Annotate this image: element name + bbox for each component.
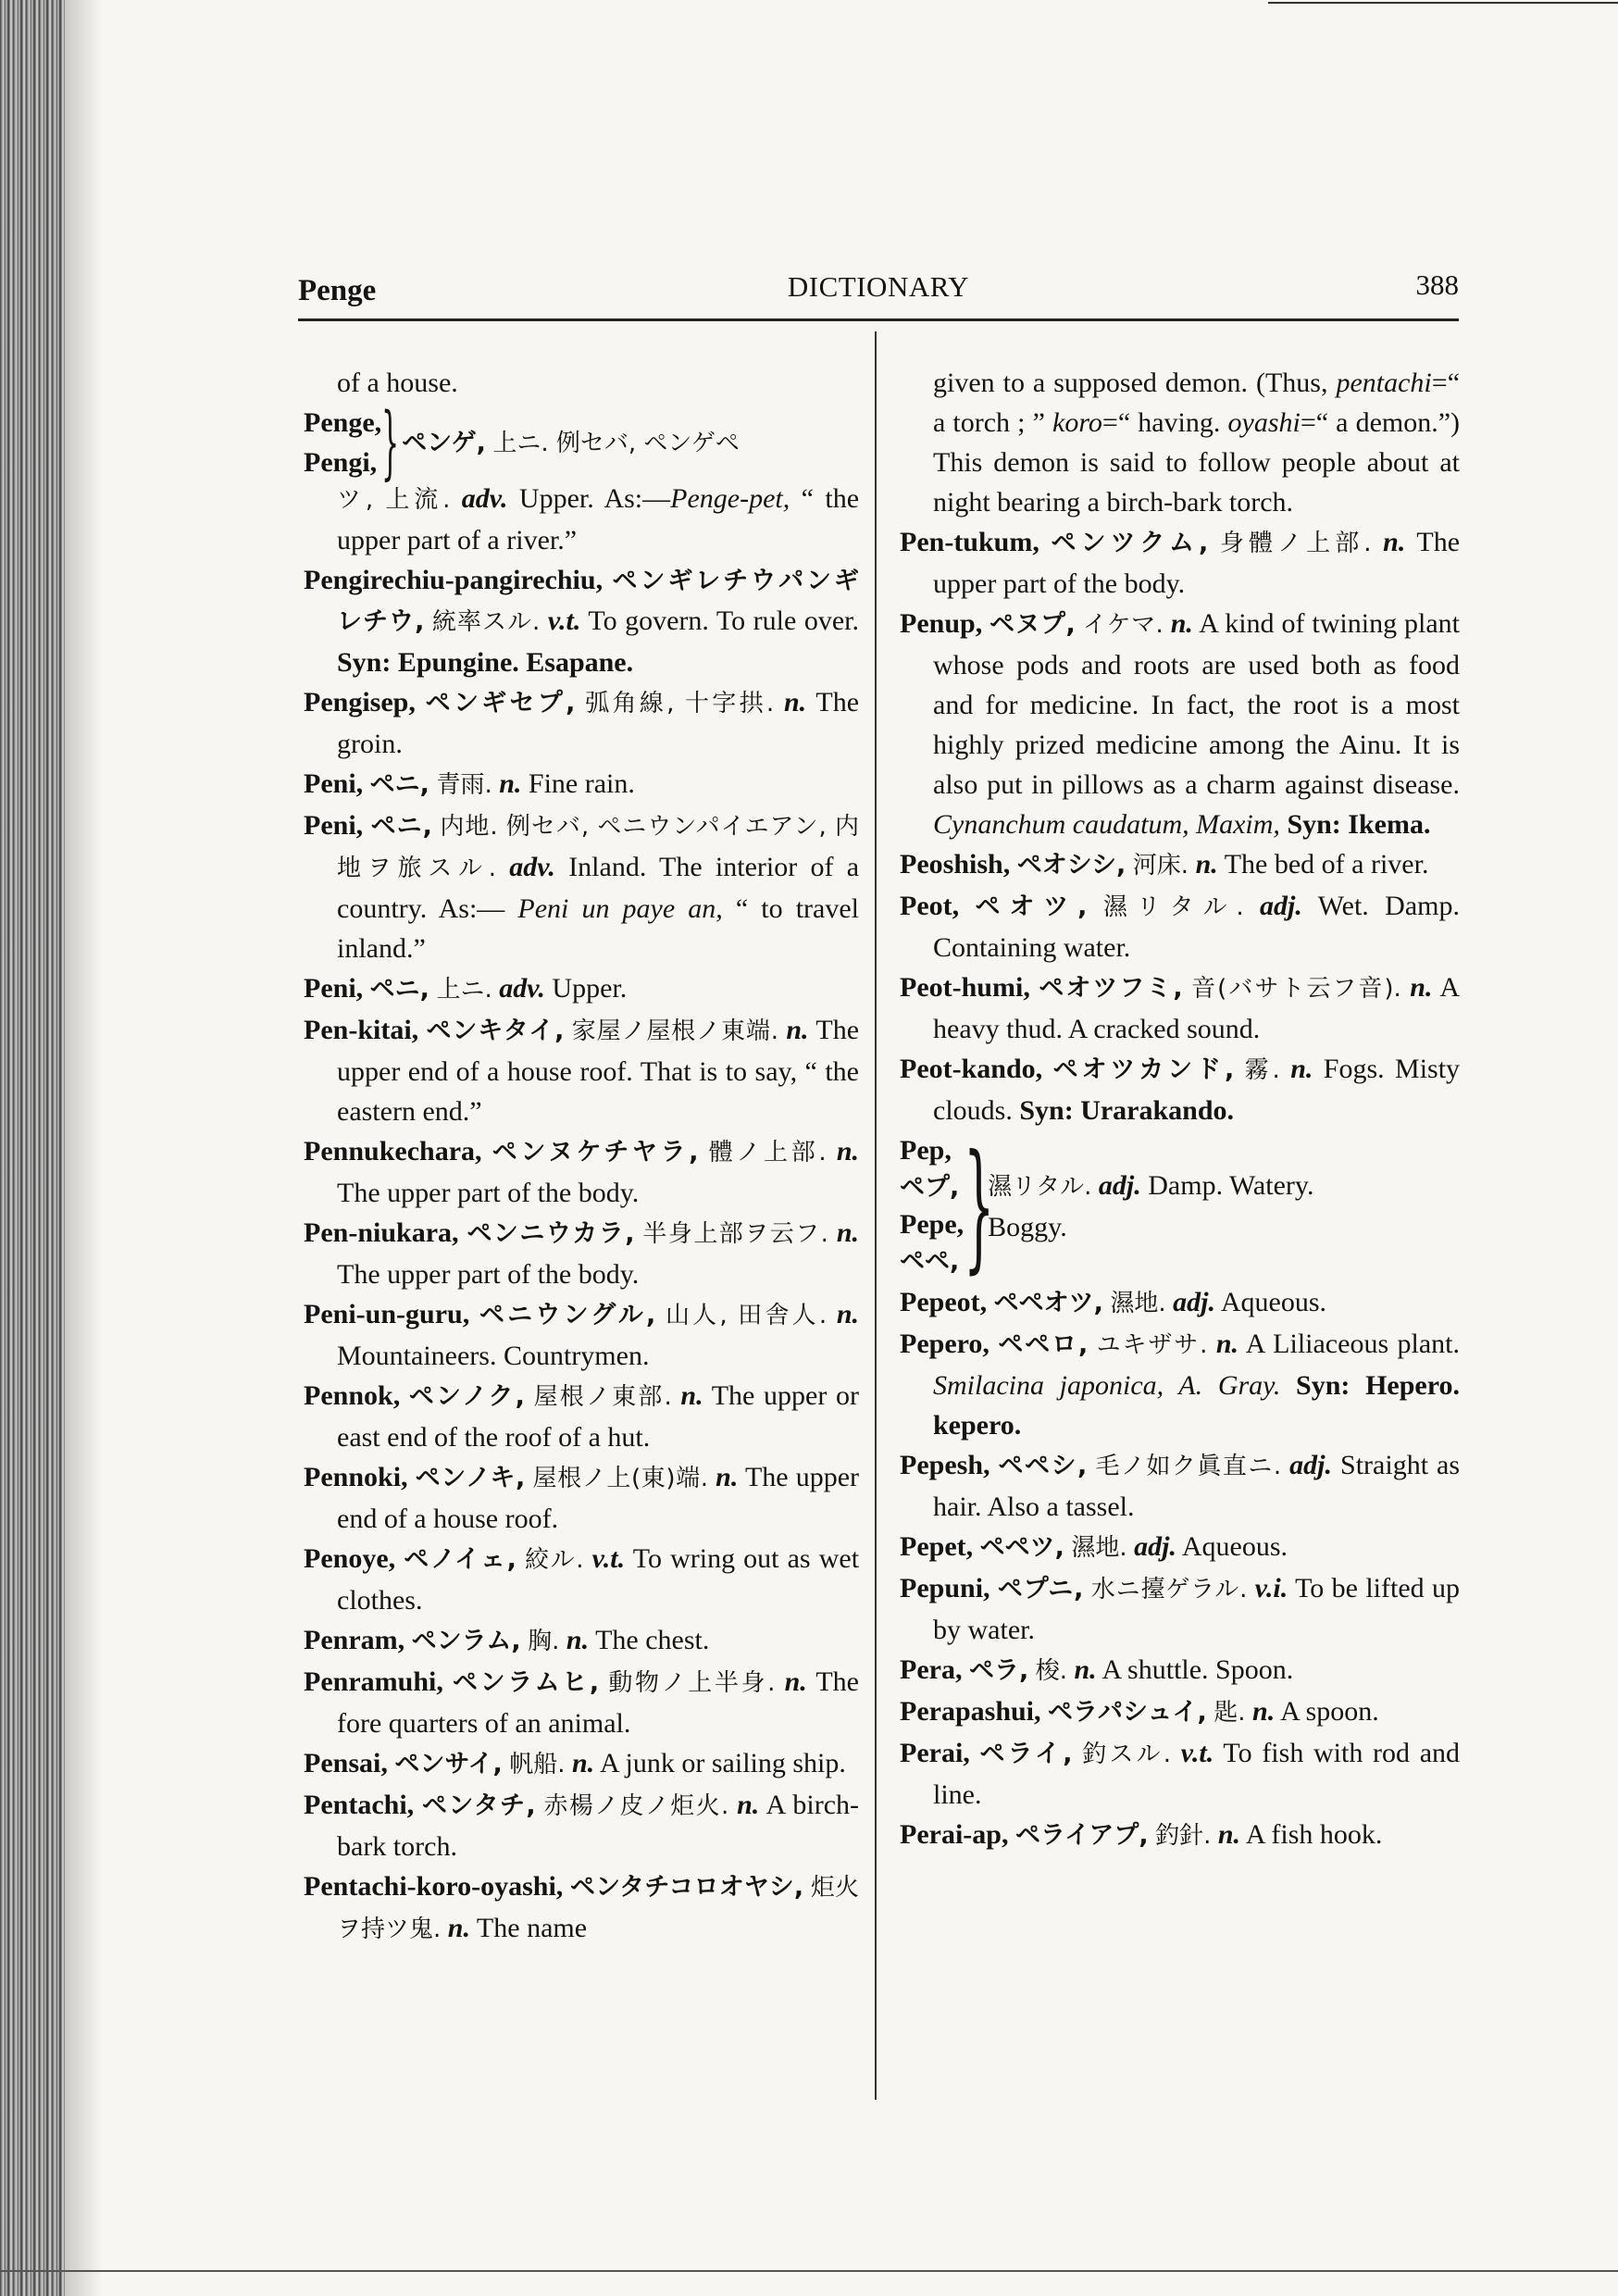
dictionary-entry: [900, 1282, 1460, 1324]
dictionary-entry: [900, 1527, 1460, 1568]
japanese-gloss: 體ノ上部.: [708, 1139, 827, 1167]
definition: To wring out as wet clothes.: [337, 1543, 860, 1616]
grammar-label: n.: [786, 1015, 809, 1045]
grammar-label: n.: [566, 1625, 590, 1655]
grammar-label: v.t.: [1180, 1738, 1214, 1768]
definition: The upper end of a house roof.: [337, 1462, 860, 1534]
dictionary-entry: [900, 1445, 1460, 1527]
japanese-gloss: 動物ノ上半身.: [608, 1669, 776, 1697]
kana-reading: ペペロ,: [998, 1330, 1089, 1359]
dictionary-entry: [304, 1010, 859, 1131]
headword: Penoye,: [304, 1543, 396, 1574]
japanese-gloss: 屋根ノ上(東)端.: [532, 1465, 709, 1492]
dictionary-entry: [304, 396, 860, 560]
japanese-gloss: 河床.: [1132, 852, 1189, 880]
headword: Pepuni,: [900, 1573, 990, 1603]
definition: To fish with rod and line.: [933, 1738, 1461, 1810]
headword-group: [900, 1132, 964, 1280]
dictionary-entry: [304, 1294, 859, 1376]
kana-reading: ペライアプ,: [1014, 1821, 1149, 1850]
definition: Aqueous.: [1220, 1287, 1327, 1317]
definition: Upper.: [552, 973, 628, 1004]
page-number: 388: [1415, 268, 1459, 301]
dictionary-entry: [304, 1376, 859, 1457]
header-rule: [298, 318, 1459, 321]
left-column: [304, 363, 859, 1950]
kana-reading: ペペオツ,: [993, 1289, 1103, 1317]
grammar-label: n.: [836, 1136, 860, 1167]
headword: Peni,: [304, 973, 364, 1004]
grammar-label: adj.: [1173, 1287, 1216, 1317]
definition: The name: [476, 1913, 588, 1943]
dictionary-entry: [900, 1733, 1460, 1815]
headword: Perapashui,: [900, 1696, 1041, 1727]
headword: Peni-un-guru,: [304, 1299, 470, 1329]
grammar-label: n.: [1383, 527, 1406, 557]
grammar-label: n.: [716, 1462, 739, 1492]
headword: Pentachi-koro-oyashi,: [304, 1871, 564, 1902]
japanese-gloss: 帆船.: [509, 1751, 566, 1778]
headword: Pen-tukum,: [900, 527, 1039, 557]
grammar-label: n.: [783, 687, 807, 718]
dictionary-entry: [900, 1568, 1460, 1650]
definition: The chest.: [595, 1625, 710, 1655]
grammar-label: n.: [499, 768, 522, 799]
definition: “ to travel inland.”: [337, 893, 860, 964]
japanese-gloss: 濕地.: [1110, 1290, 1166, 1317]
kana-reading: ペンノキ,: [415, 1464, 526, 1492]
grammar-label: adj.: [1098, 1170, 1141, 1201]
example: Penge-pet,: [670, 483, 790, 514]
japanese-gloss: 身體ノ上部.: [1219, 530, 1372, 557]
scientific-name: Cynanchum caudatum, Maxim,: [933, 809, 1280, 840]
grammar-label: adj.: [1134, 1531, 1177, 1562]
kana-reading: ペンキタイ,: [426, 1017, 565, 1045]
kana-reading: ペンタチコロオヤシ,: [569, 1873, 804, 1902]
grammar-label: n.: [1217, 1819, 1241, 1850]
kana-reading: ペヌプ,: [989, 610, 1076, 639]
headword: Pennoki,: [304, 1462, 408, 1492]
kana-reading: ペンサイ,: [394, 1750, 503, 1778]
grammar-label: n.: [1410, 972, 1433, 1003]
japanese-gloss: 梭.: [1035, 1657, 1067, 1685]
definition: Aqueous.: [1181, 1531, 1288, 1562]
japanese-gloss: 音(バサト云フ音).: [1191, 975, 1401, 1003]
headword: Penramuhi,: [304, 1666, 443, 1697]
grammar-label: v.t.: [591, 1543, 626, 1574]
definition: Straight as hair. Also a tassel.: [933, 1450, 1461, 1522]
grammar-label: adj.: [1260, 891, 1302, 921]
headword: Pengirechiu-pangirechiu,: [304, 565, 604, 595]
headword: Pepero,: [900, 1329, 989, 1359]
headword: Pepeot,: [900, 1287, 988, 1317]
headword: Pensai,: [304, 1748, 388, 1778]
definition: The upper part of the body.: [337, 1259, 640, 1290]
kana-reading: ペラ,: [968, 1656, 1029, 1685]
kana-reading: ペオツ,: [975, 892, 1088, 921]
definition: To be lifted up by water.: [933, 1573, 1460, 1645]
dictionary-entry: [304, 1785, 859, 1866]
dictionary-entry: [304, 560, 859, 682]
japanese-gloss: ユキザサ.: [1096, 1331, 1208, 1359]
headword-group: [304, 403, 381, 482]
dictionary-entry: [304, 1662, 859, 1743]
headword: Pentachi,: [304, 1790, 415, 1820]
dictionary-entry: [304, 1620, 859, 1662]
japanese-gloss: ツ, 上流.: [337, 486, 451, 514]
definition: A heavy thud. A cracked sound.: [933, 972, 1461, 1044]
grammar-label: n.: [447, 1913, 470, 1943]
binding-shadow: [65, 0, 102, 2296]
japanese-gloss: 濕リタル.: [988, 1173, 1092, 1201]
japanese-gloss: 霧.: [1244, 1056, 1280, 1084]
definition: Upper. As:—: [518, 483, 671, 514]
headword: Perai-ap,: [900, 1819, 1009, 1850]
headword: Peoshish,: [900, 849, 1011, 880]
grammar-label: n.: [1290, 1054, 1313, 1084]
kana-reading: ペンゲ,: [402, 428, 486, 457]
japanese-gloss: 上ニ.: [436, 976, 492, 1004]
japanese-gloss: 水ニ擡ゲラル.: [1090, 1576, 1248, 1603]
grammar-label: adv.: [461, 483, 508, 514]
grammar-label: adv.: [499, 973, 545, 1004]
headword: Peot,: [900, 891, 960, 921]
dictionary-entry: [304, 1866, 859, 1950]
kana-reading: ペラパシュイ,: [1048, 1698, 1207, 1727]
definition: The groin.: [337, 687, 860, 759]
kana-reading: ペニウングル,: [479, 1301, 656, 1329]
text-span: oyashi: [1227, 407, 1301, 438]
definition: The upper part of the body.: [337, 1178, 640, 1208]
kana-reading: ペニ,: [369, 975, 429, 1004]
example: Peni un paye an,: [517, 893, 723, 924]
headword: Peot-humi,: [900, 972, 1030, 1003]
kana-reading: ペニ,: [369, 770, 429, 799]
synonyms: Syn: Epungine. Esapane.: [337, 647, 634, 678]
grammar-label: n.: [784, 1666, 807, 1697]
japanese-gloss: 濕リタル.: [1102, 893, 1244, 921]
grammar-label: n.: [1170, 608, 1193, 639]
japanese-gloss: 濕地.: [1071, 1534, 1127, 1562]
page-header: [298, 261, 1459, 317]
kana-reading: ペオシシ,: [1016, 851, 1126, 880]
grammar-label: v.i.: [1254, 1573, 1288, 1603]
dictionary-entry: [304, 1743, 859, 1785]
dictionary-entry: [900, 522, 1460, 604]
bottom-edge-rule: [0, 2270, 1618, 2272]
definition: To govern. To rule over.: [588, 605, 859, 636]
kana-reading: ペペ,: [900, 1247, 960, 1276]
headword: Peot-kando,: [900, 1054, 1043, 1084]
grammar-label: n.: [836, 1299, 860, 1329]
definition: Fine rain.: [528, 768, 635, 799]
scientific-name: Smilacina japonica, A. Gray.: [933, 1370, 1281, 1401]
text-span: given to a supposed demon. (Thus,: [933, 368, 1328, 398]
kana-reading: ペンニウカラ,: [467, 1219, 635, 1248]
headword: Pepet,: [900, 1531, 974, 1562]
japanese-gloss: 屋根ノ東部.: [533, 1383, 672, 1411]
headword: Pengisep,: [304, 687, 416, 718]
headword: Pennok,: [304, 1380, 401, 1411]
headword: Pen-kitai,: [304, 1015, 419, 1045]
dictionary-entry: [900, 1049, 1460, 1130]
grammar-label: n.: [571, 1748, 595, 1778]
grammar-label: n.: [680, 1380, 703, 1411]
japanese-gloss: 胸.: [528, 1628, 560, 1655]
dictionary-entry: [900, 1126, 1460, 1287]
definition: Inland. The interior of a country. As:—: [337, 852, 860, 924]
text-span: of a house.: [337, 368, 458, 398]
kana-reading: ペノイェ,: [404, 1545, 517, 1574]
kana-reading: ペンタチ,: [422, 1791, 536, 1820]
japanese-gloss: 毛ノ如ク眞直ニ.: [1095, 1453, 1282, 1480]
kana-reading: ペプ,: [900, 1173, 960, 1202]
definition: Fogs. Misty clouds.: [933, 1054, 1461, 1126]
headword: Perai,: [900, 1738, 970, 1768]
kana-reading: ペンツクム,: [1051, 529, 1209, 557]
kana-reading: ペンヌケチヤラ,: [492, 1138, 699, 1167]
running-headword: Penge: [298, 274, 377, 307]
headword: Penram,: [304, 1625, 405, 1655]
column-divider: [875, 331, 877, 2100]
dictionary-entry: [304, 805, 859, 968]
kana-reading: ペオツフミ,: [1039, 974, 1183, 1003]
japanese-gloss: 統率スル.: [431, 608, 541, 636]
japanese-gloss: 内地. 例セバ, ペニウンパイエアン, 内地ヲ旅スル.: [337, 813, 859, 882]
definition: “ the upper part of a river.”: [337, 483, 860, 555]
definition: The upper or east end of the roof of a hut.: [337, 1380, 860, 1453]
text-span: koro: [1052, 407, 1102, 438]
headword: Penge,: [304, 407, 382, 438]
top-edge-rule: [1268, 2, 1618, 4]
japanese-gloss: 匙.: [1214, 1699, 1246, 1727]
page-title: DICTIONARY: [787, 270, 970, 303]
dictionary-entry: [900, 1324, 1460, 1445]
definition: A Liliaceous plant.: [1245, 1329, 1460, 1359]
definition: The bed of a river.: [1224, 849, 1429, 880]
dictionary-entry: [304, 1539, 859, 1620]
definition: A junk or sailing ship.: [600, 1748, 846, 1778]
japanese-gloss: 上ニ. 例セバ, ペンゲペ: [492, 429, 740, 457]
kana-reading: ペンギレチウパンギレチウ,: [337, 567, 859, 636]
definition: The upper part of the body.: [933, 527, 1461, 599]
definition: Mountaineers. Countrymen.: [337, 1341, 650, 1371]
definition: A kind of twining plant whose pods and roots are used both as food and for medicine. In fact, the root is a most highly prized medicine among the Ainu. It is also put in pillows as a charm against disease.: [933, 608, 1461, 800]
dictionary-entry-continuation: [900, 363, 1460, 522]
grammar-label: adv.: [509, 852, 555, 882]
headword: Pen-niukara,: [304, 1217, 459, 1248]
headword: Pengi,: [304, 447, 378, 478]
headword: Penup,: [900, 608, 983, 639]
kana-reading: ペペシ,: [998, 1452, 1088, 1480]
synonyms: Syn: Ikema.: [1287, 809, 1431, 840]
japanese-gloss: 釣スル.: [1082, 1741, 1172, 1768]
right-column: [900, 363, 1460, 1856]
dictionary-entry: [900, 1650, 1460, 1691]
dictionary-entry: [900, 1691, 1460, 1733]
grammar-label: adj.: [1289, 1450, 1333, 1480]
japanese-gloss: 炬火ヲ持ツ鬼.: [337, 1874, 859, 1943]
headword: Peni,: [304, 768, 364, 799]
kana-reading: ペンラムヒ,: [452, 1668, 600, 1697]
brace-symbol: }: [964, 1126, 995, 1287]
headword: Pepe,: [900, 1209, 965, 1240]
kana-reading: ペライ,: [979, 1740, 1073, 1768]
headword: Pepesh,: [900, 1450, 990, 1480]
text-span: =“ a torch ; ”: [933, 368, 1461, 438]
japanese-gloss: 絞ル.: [524, 1546, 584, 1574]
japanese-gloss: イケマ.: [1082, 611, 1164, 639]
synonyms: Syn: Hepero. kepero.: [933, 1370, 1460, 1441]
dictionary-entry: [304, 1213, 859, 1294]
grammar-label: n.: [836, 1217, 859, 1248]
japanese-gloss: 山人, 田舎人.: [665, 1302, 828, 1329]
dictionary-entry: [304, 682, 859, 764]
japanese-gloss: 家屋ノ屋根ノ東端.: [571, 1017, 778, 1045]
kana-reading: ペンラム,: [411, 1627, 521, 1655]
headword: Pennukechara,: [304, 1136, 482, 1167]
grammar-label: n.: [1252, 1696, 1276, 1727]
dictionary-entry: [900, 967, 1460, 1049]
definition: The fore quarters of an animal.: [337, 1666, 859, 1739]
headword: Peni,: [304, 810, 364, 841]
headword: Pep,: [900, 1135, 952, 1166]
japanese-gloss: 赤楊ノ皮ノ炬火.: [543, 1792, 729, 1820]
japanese-gloss: 弧角線, 十字拱.: [585, 690, 775, 718]
definition: A fish hook.: [1245, 1819, 1383, 1850]
book-binding-edge: [0, 0, 65, 2296]
japanese-gloss: 釣針.: [1155, 1822, 1212, 1850]
brace-symbol: }: [381, 396, 400, 489]
kana-reading: ペンギセプ,: [425, 689, 576, 718]
grammar-label: n.: [1215, 1329, 1239, 1359]
dictionary-entry: [900, 844, 1460, 886]
dictionary-entry: [900, 886, 1460, 967]
grammar-label: n.: [1195, 849, 1218, 880]
japanese-gloss: 青雨.: [436, 771, 492, 799]
synonyms: Syn: Urarakando.: [1019, 1095, 1235, 1126]
kana-reading: ペオツカンド,: [1052, 1055, 1235, 1084]
text-span: =“ a demon.”) This demon is said to follow people about at night bearing a birch-bark torch.: [933, 407, 1461, 518]
headword: Pera,: [900, 1654, 963, 1685]
kana-reading: ペンノク,: [408, 1382, 525, 1411]
definition: A birch-bark torch.: [337, 1790, 859, 1862]
kana-reading: ペペツ,: [979, 1533, 1064, 1562]
definition: A spoon.: [1280, 1696, 1379, 1727]
definition: Wet. Damp. Containing water.: [933, 891, 1460, 963]
definition: A shuttle. Spoon.: [1101, 1654, 1294, 1685]
text-span: =“ having.: [1101, 407, 1221, 438]
text-span: pentachi: [1336, 368, 1432, 398]
kana-reading: ペニ,: [370, 812, 432, 841]
definition: Damp. Watery. Boggy.: [988, 1170, 1314, 1242]
japanese-gloss: 半身上部ヲ云フ.: [642, 1220, 828, 1248]
dictionary-entry: [304, 1131, 859, 1213]
dictionary-entry: [304, 968, 859, 1010]
dictionary-entry: [900, 604, 1460, 844]
dictionary-entry: [304, 764, 859, 805]
grammar-label: v.t.: [547, 605, 581, 636]
grammar-label: n.: [737, 1790, 760, 1820]
dictionary-entry: [304, 1457, 859, 1539]
grammar-label: n.: [1074, 1654, 1097, 1685]
kana-reading: ペプニ,: [997, 1575, 1084, 1603]
dictionary-entry: [900, 1815, 1460, 1856]
definition: The upper end of a house roof. That is to say, “ the eastern end.”: [337, 1015, 860, 1127]
